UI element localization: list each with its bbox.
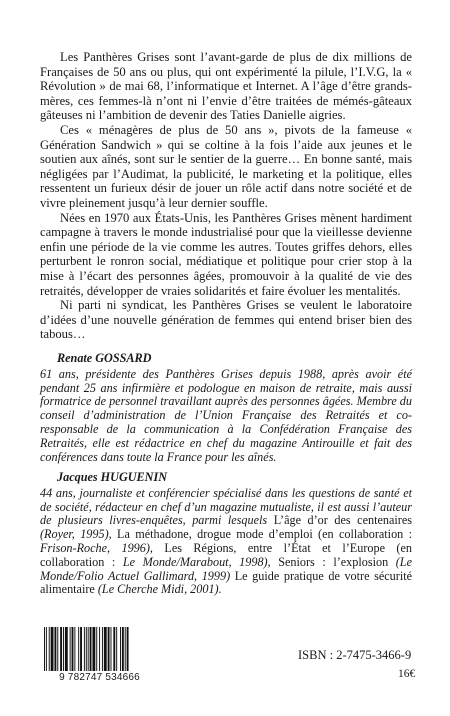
price-label: 16€ <box>398 668 416 680</box>
book-publisher-3: Le Monde/Marabout, 1998), <box>122 554 271 569</box>
barcode-bar <box>63 627 64 671</box>
barcode-bar <box>84 627 85 671</box>
isbn-barcode <box>35 625 164 685</box>
book-publisher-4: (Le Monde/Folio Actuel Gallimard, 1999) <box>40 554 412 583</box>
barcode-bar <box>70 627 71 671</box>
barcode-bar <box>96 627 97 671</box>
barcode-bar <box>72 627 74 671</box>
book-title-3: Les Régions, entre l’État et l’Europe (en collaboration : <box>40 540 412 569</box>
book-publisher-1: (Royer, 1995), <box>40 527 112 542</box>
barcode-bar <box>57 627 58 671</box>
blurb-paragraph-2: Ces « ménagères de plus de 50 ans », pivots de la fameuse « Génération Sandwich » qui se coltine à la fois l’aide aux jeunes et le soutien aux aînés, sont sur le sentier de la guerre… En bonne santé, mais négligées par l’Audimat, la publicité, le marketing et la politique, elles ressentent un furieux désir de jouer un rôle actif dans notre société et de vivre pleinement jusqu’à leur dernier souffle. <box>40 122 412 210</box>
author-bio-1 <box>40 352 412 464</box>
barcode-bar <box>60 627 62 671</box>
book-title-5: Le guide pratique de votre sécurité alimentaire <box>40 568 412 597</box>
barcode-bars <box>35 625 164 675</box>
book-title-4: Seniors : l’explosion <box>270 554 396 569</box>
barcode-bar <box>108 627 110 671</box>
barcode-bar <box>99 627 100 671</box>
author-name-1: Renate GOSSARD <box>57 351 152 365</box>
author-bio-text-1: 61 ans, présidente des Panthères Grises depuis 1988, après avoir été pendant 25 ans infirmière et podologue en maison de retraite, mais aussi formatrice de personnel travaillant auprès des personnes âgées. Membre du conseil d’administration de l’Union Française des Retraités et co-responsable de la communication à la Confédération Française des Retraités, elle est rédactrice en chef du magazine Antirouille et fait des conférences dans toute la France pour les aînés. <box>40 366 412 464</box>
barcode-bar <box>65 627 68 671</box>
barcode-bar <box>74 627 75 671</box>
author-bio-intro-2: 44 ans, journaliste et conférencier spécialisé dans les questions de santé et de société, rédacteur en chef d’un magazine mutualiste, il est aussi l’auteur de plusieurs livres-enquêtes, parmi lesquels <box>40 485 412 528</box>
book-publisher-2: Frison-Roche, 1996), <box>40 540 153 555</box>
barcode-bar <box>88 627 89 671</box>
barcode-bar <box>49 627 50 671</box>
barcode-bar <box>46 627 47 671</box>
author-bio-2 <box>40 471 412 597</box>
barcode-bar <box>111 627 112 671</box>
blurb-text <box>40 50 412 342</box>
barcode-bar <box>54 627 56 671</box>
barcode-bar <box>122 627 124 671</box>
barcode-bar <box>51 627 54 671</box>
book-title-2: La méthadone, drogue mode d’emploi (en collaboration : <box>111 527 412 542</box>
barcode-bar <box>104 627 107 671</box>
blurb-paragraph-3: Nées en 1970 aux États-Unis, les Panthères Grises mènent hardiment campagne à travers le monde industrialisé pour que la vieillesse devienne enfin une période de la vie comme les autres. Toutes griffes dehors, elles perturbent le ronron social, médiatique et politique pour crier stop à la mise à l’écart des personnes âgées, promouvoir à la qualité de vie des retraités, développer de vraies solidarités et faire évoluer les mentalités. <box>40 210 412 298</box>
barcode-digits: 9 782747 534666 <box>35 672 164 684</box>
barcode-bar <box>78 627 79 671</box>
barcode-bar <box>90 627 92 671</box>
author-name-2: Jacques HUGUENIN <box>57 470 168 484</box>
barcode-bar <box>116 627 117 671</box>
blurb-paragraph-4: Ni parti ni syndicat, les Panthères Grises se veulent le laboratoire d’idées d’une nouvelle génération de femmes qui entend briser bien des tabous… <box>40 298 412 342</box>
barcode-bar <box>113 627 115 671</box>
barcode-bar <box>120 627 121 671</box>
barcode-bar <box>92 627 95 671</box>
barcode-bar <box>125 627 126 671</box>
isbn-number: ISBN : 2-7475-3466-9 <box>298 648 412 662</box>
barcode-bar <box>80 627 82 671</box>
barcode-bar <box>86 627 87 671</box>
author-bio-text-2 <box>40 487 412 597</box>
book-publisher-5: (Le Cherche Midi, 2001). <box>97 582 222 597</box>
blurb-paragraph-1: Les Panthères Grises sont l’avant-garde de plus de dix millions de Françaises de 50 ans ou plus, qui ont expérimenté la pilule, l’I.V.G, la « Révolution » de mai 68, l’informatique et Internet. A l’âge d’être grands-mères, ces femmes-là n’ont ni l’envie d’être traitées de mémés-gâteaux gâteuses ni l’ambition de devenir des Taties Danielle aigries. <box>40 50 412 123</box>
barcode-bar <box>127 627 129 671</box>
barcode-bar <box>44 627 45 671</box>
book-title-1: L’âge d’or des centenaires <box>267 513 412 528</box>
barcode-bar <box>102 627 103 671</box>
